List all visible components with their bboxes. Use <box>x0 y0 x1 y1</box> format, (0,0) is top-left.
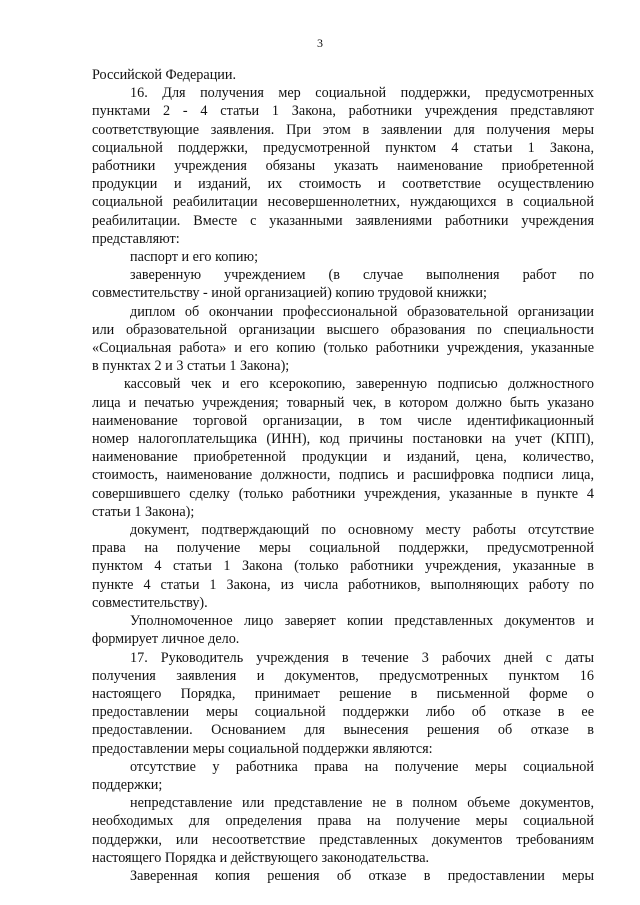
paragraph-p16 <box>92 84 594 248</box>
text-line: работники учреждения обязаны указать наименование приобретенной <box>92 158 594 175</box>
page-number: 3 <box>317 36 323 50</box>
document-body <box>92 66 594 885</box>
text-line: в пунктах 2 и 3 статьи 1 Закона); <box>92 358 290 375</box>
text-line: социальной реабилитации несовершеннолетних, нуждающихся в социальной <box>92 194 594 211</box>
text-line: совершившего сделку (только работники учреждения, указанные в пункте 4 <box>92 485 594 502</box>
text-line: отсутствие у работника права на получение меры социальной <box>130 758 594 775</box>
paragraph-p16d <box>92 375 594 521</box>
text-line: поддержки, или несоответствие представленных документов требованиям <box>92 831 594 848</box>
paragraph-p16c <box>92 303 594 376</box>
text-line: формирует личное дело. <box>92 631 240 648</box>
paragraph-p17c <box>92 867 594 885</box>
text-line: необходимых для определения права на получение меры социальной <box>92 813 594 830</box>
text-line: «Социальная работа» и его копию (только работники учреждения, указанные <box>92 340 594 357</box>
text-line: 16. Для получения мер социальной поддержки, предусмотренных <box>130 85 594 102</box>
text-line: соответствующие заявления. При этом в заявлении для получения меры <box>92 121 594 138</box>
text-line: настоящего Порядка и действующего законодательства. <box>92 849 430 866</box>
text-line: Заверенная копия решения об отказе в предоставлении меры <box>130 867 594 884</box>
text-line: представляют: <box>92 230 180 247</box>
text-line: наименование приобретенной продукции и изданий, цена, количество, <box>92 449 594 466</box>
text-line: пунктом 4 статьи 1 Закона (только работники учреждения, указанные в <box>92 558 594 575</box>
text-line: статьи 1 Закона); <box>92 503 195 520</box>
text-line: стоимость, наименование должности, подпись и расшифровка подписи лица, <box>92 467 594 484</box>
paragraph-p17b <box>92 794 594 867</box>
paragraph-p17 <box>92 649 594 758</box>
text-line: настоящего Порядка, принимает решение в письменной форме о <box>92 685 594 702</box>
paragraph-p17a <box>92 758 594 794</box>
paragraph-p0 <box>92 66 594 84</box>
text-line: паспорт и его копию; <box>130 249 259 266</box>
text-line: поддержки; <box>92 776 163 793</box>
text-line: наименование торговой организации, в том числе идентификационный <box>92 412 594 429</box>
text-line: непредставление или представление не в полном объеме документов, <box>130 795 594 812</box>
paragraph-p16f <box>92 612 594 648</box>
text-line: пункте 4 статьи 1 Закона, из числа работников, выполняющих работу по <box>92 576 594 593</box>
text-line: заверенную учреждением (в случае выполнения работ по <box>130 267 594 284</box>
text-line: предоставлении меры социальной поддержки являются: <box>92 740 433 757</box>
text-line: номер налогоплательщика (ИНН), код причины постановки на учет (КПП), <box>92 431 594 448</box>
text-line: или образовательной организации высшего образования по специальности <box>92 321 594 338</box>
text-line: продукции и изданий, их стоимость и соответствие осуществлению <box>92 176 594 193</box>
text-line: кассовый чек и его ксерокопию, заверенную подписью должностного <box>124 376 594 393</box>
text-line: лица и печатью учреждения; товарный чек, в котором должно быть указано <box>92 394 594 411</box>
text-line: Уполномоченное лицо заверяет копии представленных документов и <box>130 613 594 630</box>
paragraph-p16a <box>92 248 594 266</box>
paragraph-p16b <box>92 266 594 302</box>
text-line: предоставлении. Основанием для вынесения решения об отказе в <box>92 722 594 739</box>
text-line: получения заявления и документов, предусмотренных пунктом 16 <box>92 667 594 684</box>
text-line: реабилитации. Вместе с указанными заявлениями работники учреждения <box>92 212 594 229</box>
paragraph-p16e <box>92 521 594 612</box>
text-line: пунктами 2 - 4 статьи 1 Закона, работники учреждения представляют <box>92 103 594 120</box>
text-line: социальной поддержки, предусмотренной пунктом 4 статьи 1 Закона, <box>92 139 594 156</box>
text-line: 17. Руководитель учреждения в течение 3 рабочих дней с даты <box>130 649 594 666</box>
text-line: диплом об окончании профессиональной образовательной организации <box>130 303 594 320</box>
text-line: совместительству - иной организацией) копию трудовой книжки; <box>92 285 487 302</box>
text-line: Российской Федерации. <box>92 67 237 83</box>
text-line: предоставлении меры социальной поддержки либо об отказе в ее <box>92 704 594 721</box>
text-line: документ, подтверждающий по основному месту работы отсутствие <box>130 522 594 539</box>
text-line: совместительству). <box>92 594 208 611</box>
text-line: права на получение меры социальной поддержки, предусмотренной <box>92 540 594 557</box>
